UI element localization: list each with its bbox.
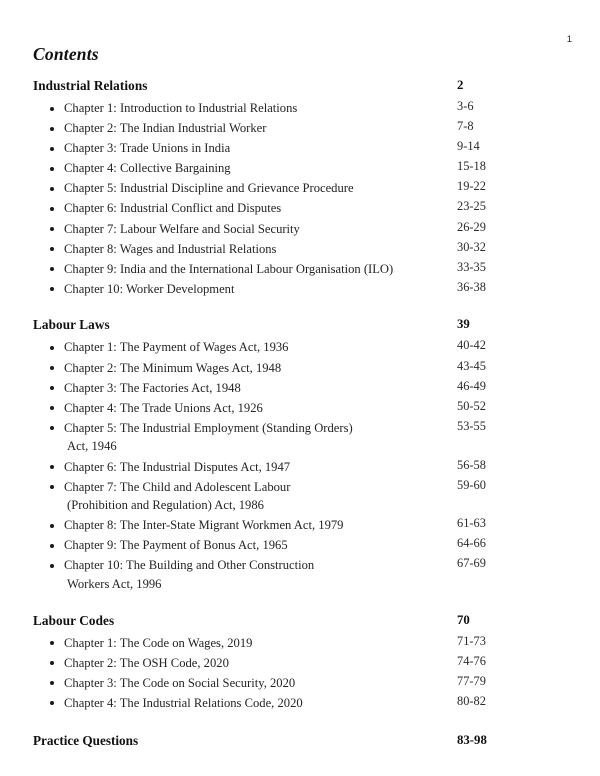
chapter-label-cell	[33, 99, 457, 118]
chapter-pages: 53-55	[457, 418, 486, 433]
chapter-label-cell	[33, 260, 457, 279]
chapter-entry[interactable]	[33, 536, 572, 555]
chapter-label-cell	[33, 199, 457, 218]
bullet-icon	[50, 406, 54, 410]
bullet-icon	[50, 701, 54, 705]
chapter-pages: 61-63	[457, 516, 486, 531]
chapter-pages: 43-45	[457, 358, 486, 373]
page-title: Contents	[33, 44, 99, 64]
chapter-text	[33, 478, 457, 515]
chapter-pages: 15-18	[457, 159, 486, 174]
chapter-title: Chapter 2: The Indian Industrial Worker	[64, 121, 267, 136]
bullet-icon	[50, 386, 54, 390]
chapter-entry[interactable]	[33, 338, 572, 357]
chapter-entry[interactable]	[33, 240, 572, 259]
chapter-entry[interactable]	[33, 179, 572, 198]
chapter-text	[33, 674, 457, 693]
chapter-label-cell	[33, 220, 457, 239]
chapter-text	[33, 399, 457, 418]
chapter-pages: 3-6	[457, 99, 474, 113]
bullet-icon	[50, 187, 54, 191]
chapter-title: Chapter 8: Wages and Industrial Relations	[64, 241, 277, 256]
chapter-title: Chapter 1: The Code on Wages, 2019	[64, 635, 253, 650]
page-folio-number: 1	[566, 34, 572, 45]
chapter-title: Chapter 3: The Factories Act, 1948	[64, 380, 241, 395]
bullet-icon	[50, 247, 54, 251]
toc-section	[33, 613, 572, 713]
chapter-entry[interactable]	[33, 478, 572, 515]
chapter-entry[interactable]	[33, 159, 572, 178]
chapter-label-cell	[33, 556, 457, 593]
section-heading-page: 70	[457, 612, 470, 627]
practice-questions-label: Practice Questions	[33, 732, 139, 748]
bullet-icon	[50, 544, 54, 548]
chapter-pages: 74-76	[457, 653, 486, 668]
chapter-title-continuation: (Prohibition and Regulation) Act, 1986	[67, 498, 264, 513]
chapter-label-cell	[33, 694, 457, 713]
bullet-icon	[50, 267, 54, 271]
chapter-pages: 77-79	[457, 673, 486, 688]
chapter-label-cell	[33, 139, 457, 158]
chapter-entry[interactable]	[33, 119, 572, 138]
section-heading-row[interactable]	[33, 317, 572, 333]
practice-questions-pages: 83-98	[457, 732, 487, 747]
chapter-title-continuation: Workers Act, 1996	[67, 577, 162, 592]
section-heading-label: Industrial Relations	[33, 78, 148, 93]
chapter-title: Chapter 3: The Code on Social Security, 2020	[64, 675, 296, 690]
chapter-label-cell	[33, 338, 457, 357]
bullet-icon	[50, 346, 54, 350]
chapter-entry[interactable]	[33, 634, 572, 653]
chapter-pages: 80-82	[457, 693, 486, 708]
section-heading-label: Labour Codes	[33, 612, 115, 628]
chapter-title: Chapter 2: The Minimum Wages Act, 1948	[64, 360, 282, 375]
chapter-pages: 40-42	[457, 338, 486, 353]
chapter-text	[33, 119, 457, 138]
bullet-icon	[50, 524, 54, 528]
chapter-entry[interactable]	[33, 280, 572, 299]
bullet-icon	[50, 227, 54, 231]
chapter-label-cell	[33, 654, 457, 673]
bullet-icon	[50, 661, 54, 665]
chapter-title: Chapter 6: Industrial Conflict and Disputes	[64, 201, 282, 216]
chapter-entry[interactable]	[33, 220, 572, 239]
chapter-label-cell	[33, 359, 457, 378]
chapter-pages: 19-22	[457, 179, 486, 194]
bullet-icon	[50, 107, 54, 111]
chapter-label-cell	[33, 379, 457, 398]
section-heading-label: Labour Laws	[33, 317, 110, 333]
bullet-icon	[50, 167, 54, 171]
chapter-label-cell	[33, 179, 457, 198]
chapter-text	[33, 359, 457, 378]
chapter-entry[interactable]	[33, 399, 572, 418]
chapter-pages: 36-38	[457, 279, 486, 294]
chapter-entry[interactable]	[33, 556, 572, 593]
chapter-list	[33, 634, 572, 713]
chapter-label-cell	[33, 536, 457, 555]
chapter-text	[33, 260, 457, 279]
chapter-label-cell	[33, 516, 457, 535]
chapter-text	[33, 556, 457, 593]
bullet-icon	[50, 485, 54, 489]
chapter-pages: 33-35	[457, 259, 486, 274]
chapter-text	[33, 338, 457, 357]
chapter-title: Chapter 9: India and the International Labour Organisation (ILO)	[64, 261, 394, 276]
chapter-text	[33, 280, 457, 299]
chapter-pages: 56-58	[457, 457, 486, 472]
chapter-label-cell	[33, 119, 457, 138]
chapter-label-cell	[33, 399, 457, 418]
chapter-label-cell	[33, 240, 457, 259]
chapter-text	[33, 240, 457, 259]
section-heading-row[interactable]	[33, 78, 572, 94]
chapter-title: Chapter 3: Trade Unions in India	[64, 141, 231, 156]
chapter-title: Chapter 7: Labour Welfare and Social Security	[64, 221, 300, 236]
section-heading-page: 39	[457, 317, 470, 332]
bullet-icon	[50, 641, 54, 645]
chapter-pages: 9-14	[457, 139, 480, 154]
chapter-title: Chapter 9: The Payment of Bonus Act, 1965	[64, 538, 288, 553]
chapter-label-cell	[33, 674, 457, 693]
chapter-title: Chapter 5: The Industrial Employment (Standing Orders)	[64, 420, 353, 435]
chapter-pages: 71-73	[457, 633, 486, 648]
chapter-entry[interactable]	[33, 654, 572, 673]
table-of-contents	[33, 44, 572, 749]
bullet-icon	[50, 287, 54, 291]
chapter-pages: 50-52	[457, 398, 486, 413]
chapter-label-cell	[33, 280, 457, 299]
chapter-pages: 59-60	[457, 477, 486, 492]
chapter-label-cell	[33, 634, 457, 653]
chapter-entry[interactable]	[33, 674, 572, 693]
chapter-pages: 26-29	[457, 219, 486, 234]
chapter-text	[33, 419, 457, 456]
chapter-text	[33, 139, 457, 158]
chapter-pages: 67-69	[457, 556, 486, 571]
chapter-title: Chapter 2: The OSH Code, 2020	[64, 655, 229, 670]
bullet-icon	[50, 465, 54, 469]
chapter-list	[33, 338, 572, 593]
bullet-icon	[50, 426, 54, 430]
chapter-title: Chapter 1: The Payment of Wages Act, 1936	[64, 340, 289, 355]
bullet-icon	[50, 366, 54, 370]
chapter-entry[interactable]	[33, 379, 572, 398]
chapter-title: Chapter 6: The Industrial Disputes Act, 1947	[64, 459, 291, 474]
bullet-icon	[50, 681, 54, 685]
chapter-title: Chapter 8: The Inter-State Migrant Workmen Act, 1979	[64, 518, 344, 533]
chapter-text	[33, 694, 457, 713]
chapter-text	[33, 220, 457, 239]
chapter-entry[interactable]	[33, 359, 572, 378]
chapter-text	[33, 379, 457, 398]
chapter-text	[33, 634, 457, 653]
chapter-list	[33, 99, 572, 298]
chapter-title-continuation: Act, 1946	[67, 439, 117, 454]
chapter-text	[33, 516, 457, 535]
chapter-entry[interactable]	[33, 458, 572, 477]
chapter-title: Chapter 10: The Building and Other Construction	[64, 558, 315, 573]
chapter-text	[33, 99, 457, 118]
chapter-pages: 7-8	[457, 119, 474, 134]
bullet-icon	[50, 147, 54, 151]
chapter-entry[interactable]	[33, 694, 572, 713]
chapter-text	[33, 159, 457, 178]
chapter-entry[interactable]	[33, 199, 572, 218]
chapter-pages: 23-25	[457, 199, 486, 214]
section-heading-row[interactable]	[33, 613, 572, 629]
chapter-entry[interactable]	[33, 516, 572, 535]
chapter-title: Chapter 10: Worker Development	[64, 281, 235, 296]
bullet-icon	[50, 564, 54, 568]
chapter-text	[33, 179, 457, 198]
chapter-entry[interactable]	[33, 260, 572, 279]
chapter-title: Chapter 7: The Child and Adolescent Labour	[64, 479, 291, 494]
chapter-text	[33, 536, 457, 555]
chapter-pages: 30-32	[457, 239, 486, 254]
chapter-entry[interactable]	[33, 99, 572, 118]
toc-section	[33, 317, 572, 593]
chapter-label-cell	[33, 419, 457, 456]
sections-container	[33, 78, 572, 713]
chapter-pages: 64-66	[457, 536, 486, 551]
chapter-pages: 46-49	[457, 378, 486, 393]
chapter-text	[33, 199, 457, 218]
chapter-label-cell	[33, 159, 457, 178]
chapter-title: Chapter 4: Collective Bargaining	[64, 161, 231, 176]
chapter-text	[33, 458, 457, 477]
practice-questions-row[interactable]	[33, 733, 572, 749]
toc-section	[33, 78, 572, 298]
chapter-title: Chapter 4: The Industrial Relations Code, 2020	[64, 695, 303, 710]
chapter-entry[interactable]	[33, 419, 572, 456]
chapter-entry[interactable]	[33, 139, 572, 158]
chapter-title: Chapter 5: Industrial Discipline and Grievance Procedure	[64, 181, 354, 196]
bullet-icon	[50, 207, 54, 211]
chapter-label-cell	[33, 458, 457, 477]
chapter-title: Chapter 1: Introduction to Industrial Relations	[64, 101, 298, 115]
chapter-text	[33, 654, 457, 673]
section-heading-page: 2	[457, 78, 464, 92]
chapter-title: Chapter 4: The Trade Unions Act, 1926	[64, 400, 263, 415]
chapter-label-cell	[33, 478, 457, 515]
bullet-icon	[50, 127, 54, 131]
